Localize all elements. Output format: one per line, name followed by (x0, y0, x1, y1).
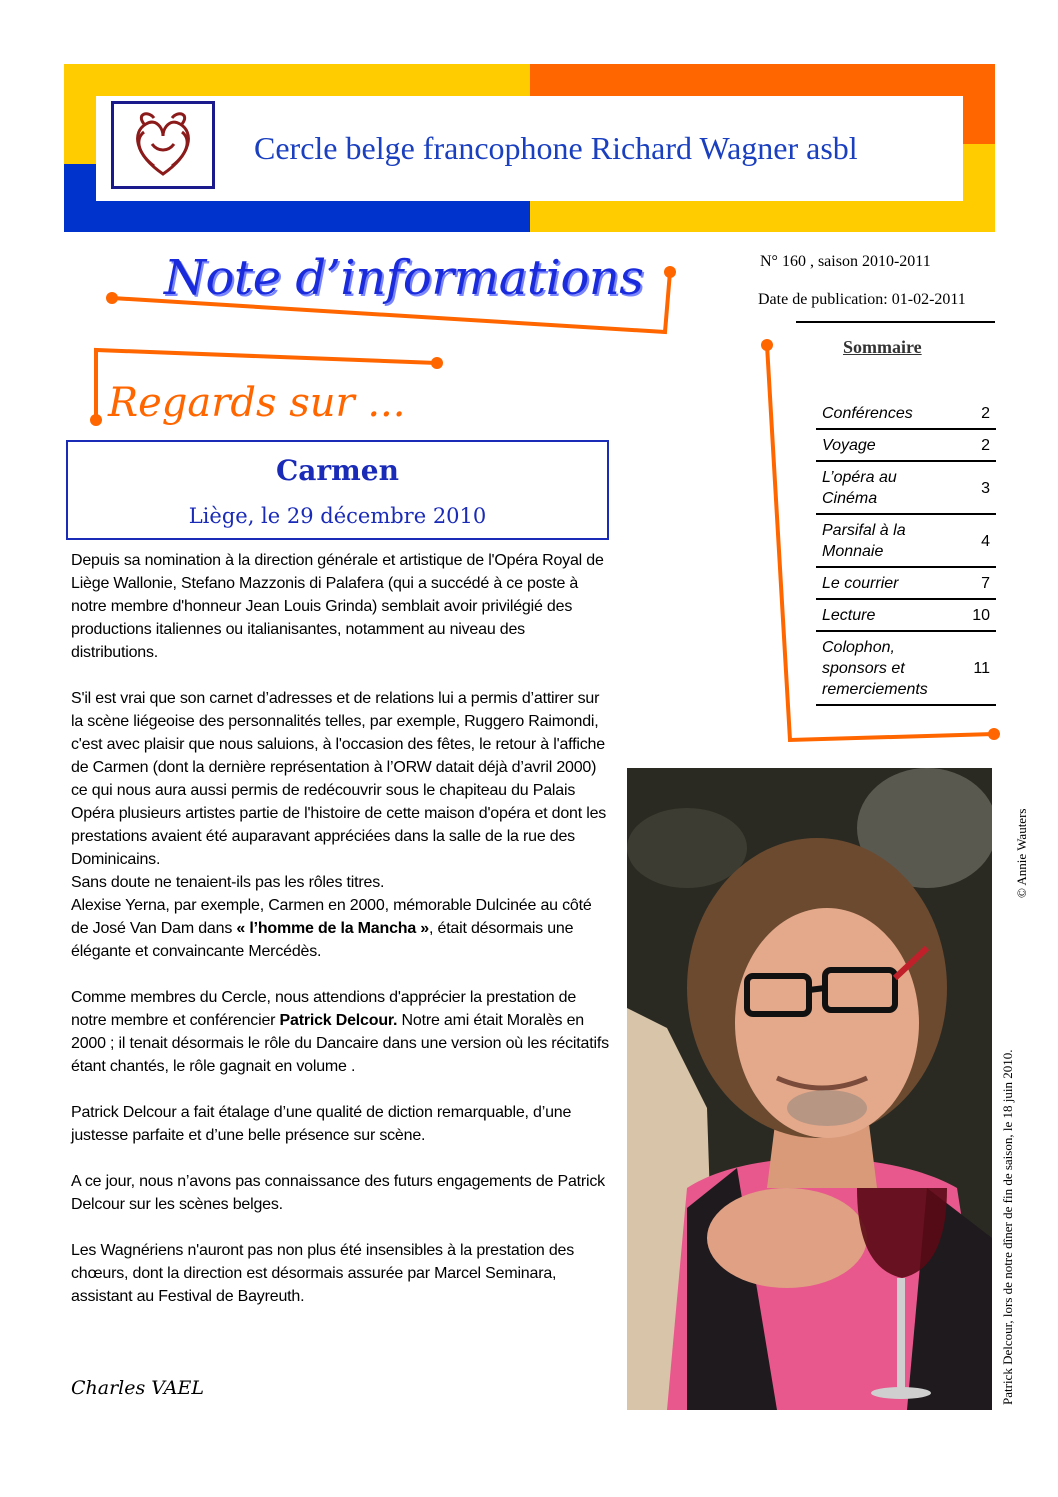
toc-item[interactable] (816, 599, 996, 631)
photo-caption: Patrick Delcour, lors de notre dîner de fin de saison, le 18 juin 2010. (1000, 1049, 1015, 1405)
photo-credit: © Annie Wauters (1014, 808, 1029, 898)
portrait-photo (627, 768, 992, 1410)
toc-item[interactable] (816, 461, 996, 514)
toc-page: 2 (955, 398, 996, 429)
article-subtitle: Liège, le 29 décembre 2010 (188, 504, 487, 528)
sommaire-title: Sommaire (843, 337, 922, 357)
paragraph: Patrick Delcour a fait étalage d’une qualité de diction remarquable, d’une justesse parfaite et d’une belle présence sur scène. (71, 1104, 572, 1144)
paragraph: Depuis sa nomination à la direction générale et artistique de l'Opéra Royal de Liège Wallonie, Stefano Mazzonis di Palafera (qui a succédé à ce poste à notre membre d'honneur Jean Louis Grinda) semblait avoir privilégié des productions italiennes ou italianisantes, notamment au niveau des distributions. (71, 552, 604, 661)
section-title: Regards sur ... (108, 380, 406, 426)
toc-page: 2 (955, 429, 996, 461)
publication-date: Date de publication: 01-02-2011 (758, 291, 966, 308)
paragraph: Les Wagnériens n'auront pas non plus été insensibles à la prestation des chœurs, dont la direction est désormais assurée par Marcel Seminara, assistant au Festival de Bayreuth. (71, 1242, 575, 1305)
paragraph: Alexise Yerna, par exemple, Carmen en 2000, mémorable Dulcinée au côté de José Van Dam dans « l’homme de la Mancha », était désormais une élégante et convaincante Mercédès. (71, 897, 592, 960)
organization-logo (111, 101, 215, 189)
paragraph: A ce jour, nous n’avons pas connaissance des futurs engagements de Patrick Delcour sur les scènes belges. (71, 1173, 605, 1213)
toc-label: L’opéra au Cinéma (816, 461, 955, 514)
toc-item[interactable] (816, 567, 996, 599)
author-signature: Charles VAEL (71, 1377, 204, 1399)
toc-item[interactable] (816, 514, 996, 567)
table-of-contents (816, 398, 996, 706)
paragraph: S'il est vrai que son carnet d’adresses et de relations lui a permis d’attirer sur la scène liégeoise des personnalités telles, par exemple, Ruggero Raimondi, c'est avec plaisir que nous saluions, à l'occasion des fêtes, le retour à l'affiche de Carmen (dont la dernière représentation à l’ORW datait déjà d’avril 2000) ce qui nous aura aussi permis de redécouvrir sous le chapiteau du Palais Opéra plusieurs artistes partie de l'histoire de cette maison d'opéra et dont les prestations avaient été auparavant appréciées dans la salle de la rue des Dominicains. (71, 690, 607, 868)
toc-label: Colophon, sponsors et remerciements (816, 631, 955, 705)
paragraph: Comme membres du Cercle, nous attendions d'apprécier la prestation de notre membre et conférencier Patrick Delcour. Notre ami était Moralès en 2000 ; il tenait désormais le rôle du Dancaire dans une version où les récitatifs étant chantés, le rôle gagnait en volume . (71, 989, 609, 1075)
toc-page: 4 (955, 514, 996, 567)
header-banner (64, 64, 995, 232)
toc-page: 10 (955, 599, 996, 631)
toc-page: 11 (955, 631, 996, 705)
newsletter-title: Note d’informations (164, 250, 644, 306)
toc-item[interactable] (816, 631, 996, 705)
issue-number: N° 160 , saison 2010-2011 (760, 253, 931, 270)
article-heading-box (66, 440, 609, 540)
article-title: Carmen (276, 454, 399, 487)
quoted-title: « l’homme de la Mancha » (236, 920, 429, 937)
toc-item[interactable] (816, 429, 996, 461)
toc-item[interactable] (816, 398, 996, 429)
organization-name: Cercle belge francophone Richard Wagner asbl (254, 130, 858, 166)
toc-page: 7 (955, 567, 996, 599)
toc-page: 3 (955, 461, 996, 514)
toc-label: Conférences (816, 398, 955, 429)
paragraph: Sans doute ne tenaient-ils pas les rôles titres. (71, 874, 385, 891)
highlighted-name: Patrick Delcour. (279, 1012, 398, 1029)
toc-label: Le courrier (816, 567, 955, 599)
article-body (71, 549, 611, 1331)
toc-label: Lecture (816, 599, 955, 631)
toc-label: Voyage (816, 429, 955, 461)
divider (796, 321, 995, 323)
toc-label: Parsifal à la Monnaie (816, 514, 955, 567)
